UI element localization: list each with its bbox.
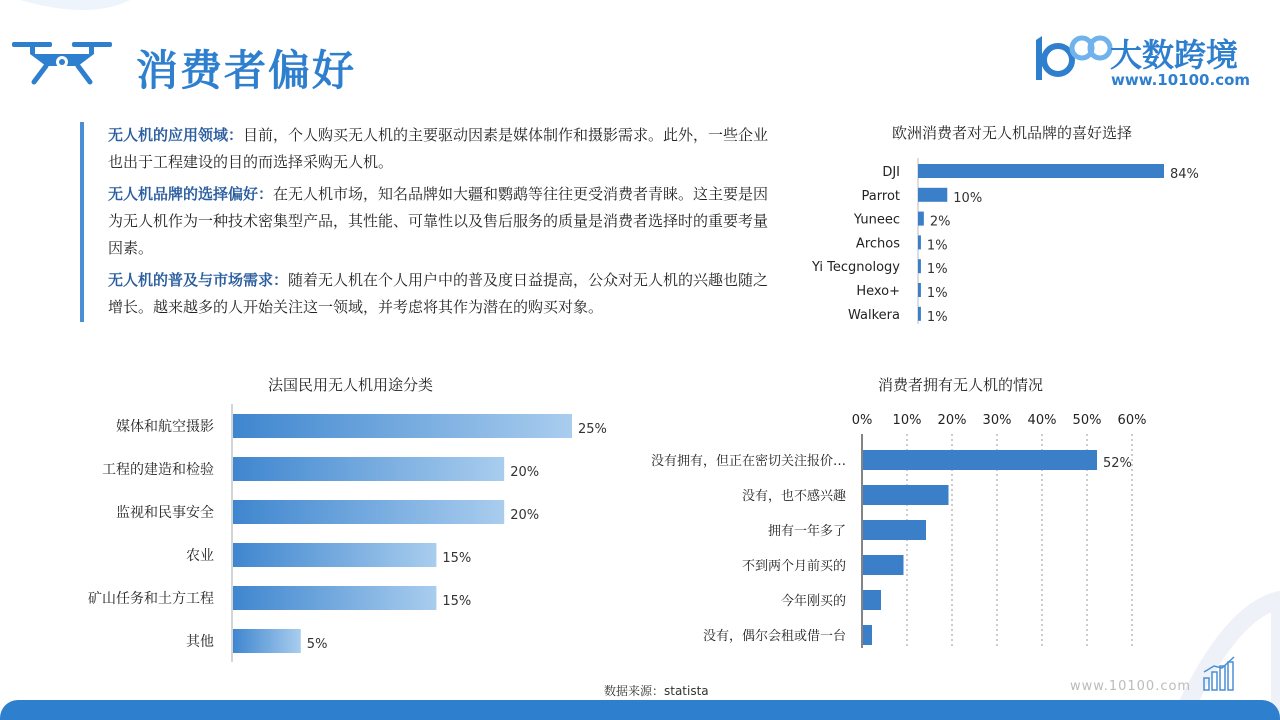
paragraph-key: 无人机的普及与市场需求： [108,271,289,289]
paragraph-market [108,267,770,321]
data-label: 1% [926,309,948,325]
tick-label: Yuneec [853,212,900,228]
data-label: 84% [1170,167,1199,182]
bar-chart-icon [1200,654,1240,692]
footer-bar [0,700,1280,720]
data-label: 10% [953,190,983,206]
paragraph-key: 无人机的应用领域： [108,126,244,144]
logo-text: 大数跨境 [1110,36,1239,74]
bar [863,590,881,610]
tick-label: 没有拥有，但正在密切关注报价… [650,454,846,469]
x-tick-label: 50% [1072,413,1102,428]
bar [233,457,504,481]
data-label: 1% [926,262,948,278]
usage-category-chart [60,404,640,666]
bar [233,629,301,653]
tick-label: 监视和民事安全 [116,505,214,521]
ownership-chart [640,408,1160,652]
data-label: 20% [510,508,540,523]
bar [863,485,949,505]
bar [918,164,1164,178]
tick-label: 今年刚买的 [780,594,846,609]
paragraph-text: 在无人机市场，知名品牌如大疆和鹦鹉等往往更受消费者青睐。这主要是因为无人机作为一种技术密集型产品，其性能、可靠性以及售后服务的质量是消费者选择时的重要考量因素。 [108,185,769,257]
bar [233,543,436,567]
tick-label: Archos [855,236,900,252]
brand-preference-chart [800,158,1220,328]
drone-icon [12,40,112,90]
tick-label: Hexo+ [856,284,900,299]
x-tick-label: 40% [1027,413,1057,428]
tick-label: 不到两个月前买的 [741,559,846,574]
data-label: 1% [926,286,948,301]
data-label: 15% [442,594,472,609]
data-label: 20% [510,465,540,480]
tick-label: 没有，偶尔会租或借一台 [702,629,846,644]
bar [918,212,924,226]
tick-label: Yi Tecgnology [811,260,900,276]
bar [863,520,926,540]
logo-url: www.10100.com [1111,71,1251,89]
bar [918,235,921,249]
bar [918,259,921,273]
tick-label: 其他 [186,634,214,650]
footer-url: www.10100.com [1070,679,1192,694]
paragraph-application [108,122,770,176]
description-block [80,122,770,322]
data-label: 15% [442,551,472,566]
tick-label: 拥有一年多了 [767,524,846,539]
paragraph-text: 目前，个人购买无人机的主要驱动因素是媒体制作和摄影需求。此外，一些企业也出于工程建设的目的而选择采购无人机。 [108,126,769,171]
bar [233,586,436,610]
data-label: 52% [1103,456,1132,471]
paragraph-text: 随着无人机在个人用户中的普及度日益提高，公众对无人机的兴趣也随之增长。越来越多的人开始关注这一领域，并考虑将其作为潜在的购买对象。 [108,271,769,316]
chart-title-brand: 欧洲消费者对无人机品牌的喜好选择 [892,124,1133,142]
bar [918,307,921,321]
chart-title-usage: 法国民用无人机用途分类 [268,376,434,394]
bar [918,283,921,297]
x-tick-label: 30% [982,413,1012,428]
tick-label: 没有，也不感兴趣 [741,489,846,504]
x-tick-label: 60% [1117,413,1147,428]
data-label: 1% [926,238,948,254]
page-title: 消费者偏好 [136,46,357,95]
bar [918,188,947,202]
data-label: 25% [578,422,607,437]
paragraph-key: 无人机品牌的选择偏好： [108,185,274,203]
bar [233,500,504,524]
x-tick-label: 10% [892,413,922,428]
tick-label: Walkera [848,307,900,323]
chart-title-ownership: 消费者拥有无人机的情况 [878,376,1044,394]
bar [863,450,1097,470]
tick-label: 矿山任务和土方工程 [88,591,214,607]
data-label: 2% [929,214,951,230]
x-tick-label: 0% [851,413,873,428]
bar [863,555,904,575]
x-tick-label: 20% [937,413,967,428]
tick-label: 媒体和航空摄影 [116,419,214,435]
data-source: 数据来源：statista [604,684,709,698]
tick-label: 农业 [186,548,214,564]
bar [233,414,572,438]
paragraph-brand [108,181,770,262]
tick-label: DJI [882,165,900,180]
bar [863,625,872,645]
tick-label: 工程的建造和检验 [102,462,214,478]
data-label: 5% [306,637,328,652]
tick-label: Parrot [861,188,900,204]
